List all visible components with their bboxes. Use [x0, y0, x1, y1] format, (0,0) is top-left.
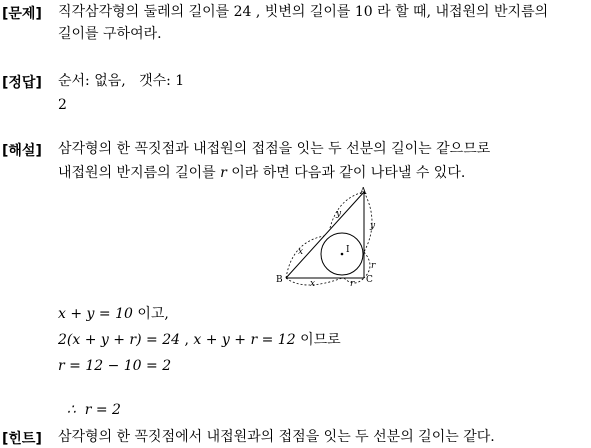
vertex-c-label: C — [366, 275, 373, 285]
solution-text-line1: 삼각형의 한 꼭짓점과 내접원의 접점을 잇는 두 선분의 길이는 같으므로 — [58, 141, 491, 157]
equation-1-math: x + y = 10 — [58, 306, 133, 322]
length-r-right-label: r — [371, 261, 376, 271]
answer-label: [정답] — [2, 75, 42, 91]
solution-line2-var-r: r — [220, 165, 227, 181]
equation-4 — [58, 383, 121, 419]
length-x-left-label: x — [298, 247, 304, 257]
problem-text-line1: 직각삼각형의 둘레의 길이를 24 , 빗변의 길이를 10 라 할 때, 내접원의 반지름의 — [58, 4, 549, 20]
length-y-right-label: y — [370, 221, 376, 231]
length-x-bottom-label: x — [310, 279, 316, 286]
hint-text: 삼각형의 한 꼭짓점에서 내접원과의 접점을 잇는 두 선분의 길이는 같다. — [58, 429, 495, 445]
vertex-a-label: A — [360, 187, 367, 197]
hint-label: [힌트] — [2, 431, 42, 447]
equation-2 — [58, 331, 341, 349]
length-r-bottom-label: r — [350, 279, 355, 286]
solution-label: [해설] — [2, 143, 42, 159]
equation-1-text: 이고, — [137, 306, 169, 322]
answer-value: 2 — [58, 97, 67, 113]
problem-text-line2: 길이를 구하여라. — [58, 26, 162, 42]
answer-meta: 순서: 없음, 갯수: 1 — [58, 73, 185, 89]
equation-3-math: r = 12 − 10 = 2 — [58, 358, 172, 374]
equation-2-text: 이므로 — [300, 332, 341, 348]
solution-line2-part-a: 내접원의 반지름의 길이를 — [58, 165, 216, 181]
solution-line2-part-b: 이라 하면 다음과 같이 나타낼 수 있다. — [231, 165, 466, 181]
equation-1 — [58, 305, 169, 323]
equation-2-math-b: x + y + r = 12 — [193, 332, 296, 348]
solution-text-line2 — [58, 164, 465, 182]
incircle-triangle-figure — [272, 186, 382, 286]
equation-3 — [58, 357, 171, 375]
length-y-top-label: y — [336, 209, 342, 219]
equation-2-sep: , — [184, 332, 189, 348]
side-ab — [286, 192, 364, 278]
vertex-b-label: B — [276, 275, 283, 285]
problem-label: [문제] — [2, 6, 42, 22]
incenter-point — [341, 253, 344, 256]
incenter-label: I — [346, 245, 350, 255]
equation-2-math-a: 2(x + y + r) = 24 — [58, 332, 181, 348]
equation-4-math: ∴ r = 2 — [66, 402, 121, 418]
